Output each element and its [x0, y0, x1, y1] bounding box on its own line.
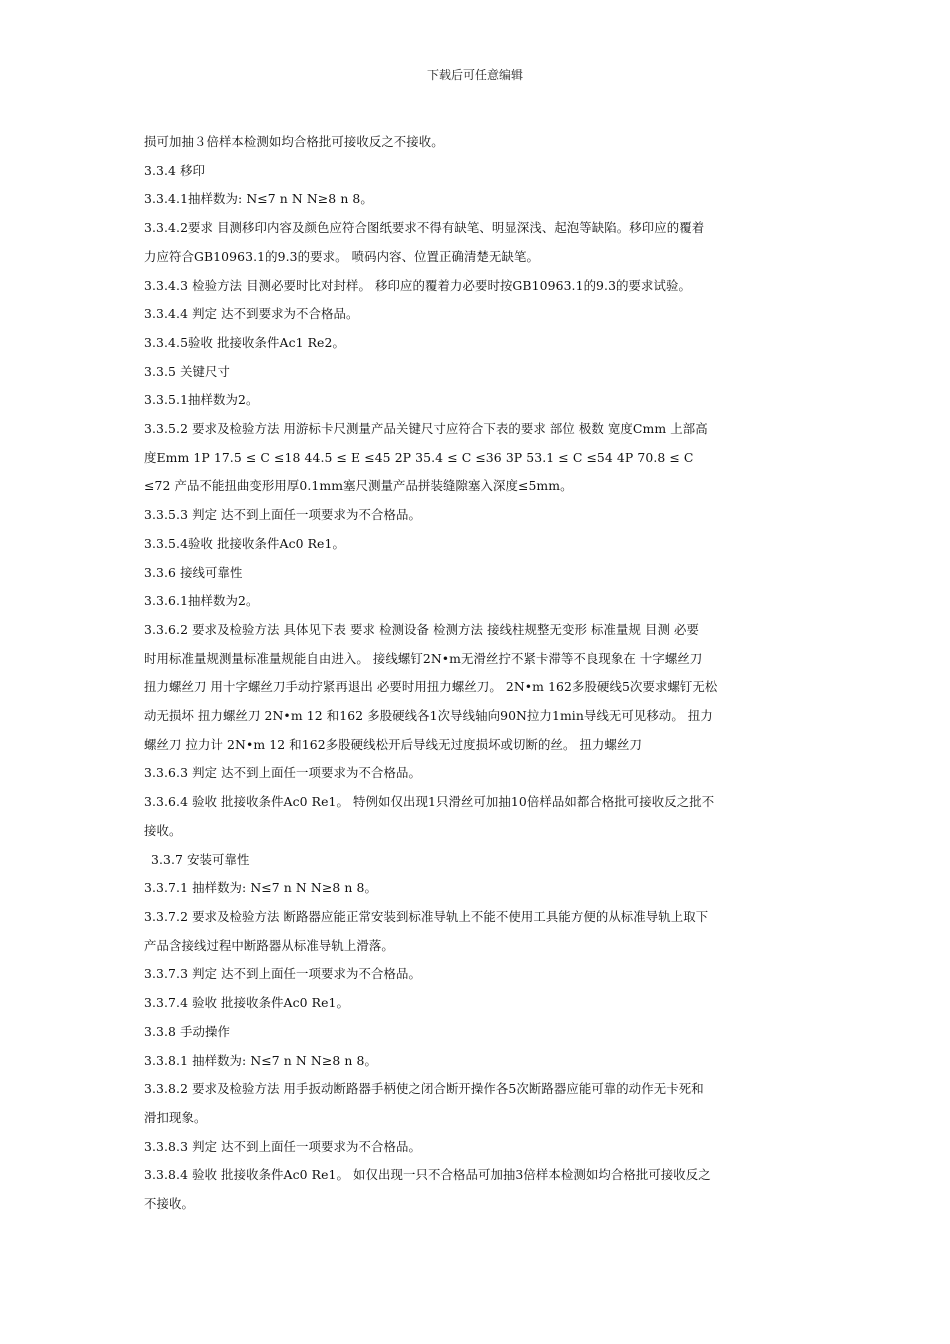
text-line: 3.3.4.5验收 批接收条件Ac1 Re2。 [144, 334, 345, 350]
text-line: 3.3.6.2 要求及检验方法 具体见下表 要求 检测设备 检测方法 接线柱规整无变形 标准量规 目测 必要 [144, 621, 700, 637]
text-line: 3.3.4.2要求 目测移印内容及颜色应符合图纸要求不得有缺笔、明显深浅、起泡等缺陷。移印应的覆着 [144, 220, 705, 236]
text-line: 3.3.8.2 要求及检验方法 用手扳动断路器手柄使之闭合断开操作各5次断路器应能可靠的动作无卡死和 [144, 1081, 704, 1097]
text-line: 产品含接线过程中断路器从标准导轨上滑落。 [144, 937, 394, 953]
text-line: 3.3.8.1 抽样数为: N≤7 n N N≥8 n 8。 [144, 1052, 377, 1068]
text-line: 扭力螺丝刀 用十字螺丝刀手动拧紧再退出 必要时用扭力螺丝刀。 2N•m 162多股硬线5次要求螺钉无松 [144, 679, 718, 695]
text-line: 3.3.7.1 抽样数为: N≤7 n N N≥8 n 8。 [144, 880, 377, 896]
text-line: 度Emm 1P 17.5 ≤ C ≤18 44.5 ≤ E ≤45 2P 35.4 ≤ C ≤36 3P 53.1 ≤ C ≤54 4P 70.8 ≤ C [144, 449, 694, 465]
text-line: 3.3.5.2 要求及检验方法 用游标卡尺测量产品关键尺寸应符合下表的要求 部位 极数 宽度Cmm 上部高 [144, 421, 708, 437]
text-line: 3.3.6.1抽样数为2。 [144, 593, 259, 609]
section-heading-3-3-8: 3.3.8 手动操作 [144, 1023, 231, 1039]
text-line: 螺丝刀 拉力计 2N•m 12 和162多股硬线松开后导线无过度损坏或切断的丝。 扭力螺丝刀 [144, 736, 642, 752]
text-line: 动无损坏 扭力螺丝刀 2N•m 12 和162 多股硬线各1次导线轴向90N拉力1min导线无可见移动。 扭力 [144, 708, 713, 724]
text-line: 3.3.7.3 判定 达不到上面任一项要求为不合格品。 [144, 966, 421, 982]
text-line: 不接收。 [144, 1196, 194, 1212]
text-line: 3.3.4.4 判定 达不到要求为不合格品。 [144, 306, 359, 322]
section-heading-3-3-5: 3.3.5 关键尺寸 [144, 363, 231, 379]
document-body [144, 128, 812, 1219]
text-line: 3.3.7.2 要求及检验方法 断路器应能正常安装到标准导轨上不能不使用工具能方便的从标准导轨上取下 [144, 908, 709, 924]
text-line: 3.3.6.4 验收 批接收条件Ac0 Re1。 特例如仅出现1只滑丝可加抽10倍样品如都合格批可接收反之批不 [144, 794, 715, 810]
text-line: 3.3.5.3 判定 达不到上面任一项要求为不合格品。 [144, 507, 421, 523]
section-heading-3-3-6: 3.3.6 接线可靠性 [144, 564, 243, 580]
text-line: 接收。 [144, 822, 182, 838]
section-heading-3-3-4: 3.3.4 移印 [144, 162, 206, 178]
text-line: 3.3.8.3 判定 达不到上面任一项要求为不合格品。 [144, 1138, 421, 1154]
text-line: 3.3.5.4验收 批接收条件Ac0 Re1。 [144, 535, 345, 551]
text-line: 3.3.4.3 检验方法 目测必要时比对封样。 移印应的覆着力必要时按GB10963.1的9.3的要求试验。 [144, 277, 692, 293]
text-line: 3.3.6.3 判定 达不到上面任一项要求为不合格品。 [144, 765, 421, 781]
text-line: 滑扣现象。 [144, 1109, 207, 1125]
text-line: ≤72 产品不能扭曲变形用厚0.1mm塞尺测量产品拼装缝隙塞入深度≤5mm。 [144, 478, 573, 494]
page-header: 下载后可任意编辑 [426, 68, 523, 82]
section-heading-3-3-7: 3.3.7 安装可靠性 [151, 851, 250, 867]
text-line: 3.3.5.1抽样数为2。 [144, 392, 259, 408]
text-line: 3.3.8.4 验收 批接收条件Ac0 Re1。 如仅出现一只不合格品可加抽3倍样本检测如均合格批可接收反之 [144, 1167, 711, 1183]
text-line: 3.3.4.1抽样数为: N≤7 n N N≥8 n 8。 [144, 191, 373, 207]
text-line: 时用标准量规测量标准量规能自由进入。 接线螺钉2N•m无滑丝拧不紧卡滞等不良现象在 十字螺丝刀 [144, 650, 703, 666]
text-line: 损可加抽３倍样本检测如均合格批可接收反之不接收。 [144, 134, 444, 149]
text-line: 3.3.7.4 验收 批接收条件Ac0 Re1。 [144, 995, 350, 1011]
text-line: 力应符合GB10963.1的9.3的要求。 喷码内容、位置正确清楚无缺笔。 [144, 248, 539, 264]
